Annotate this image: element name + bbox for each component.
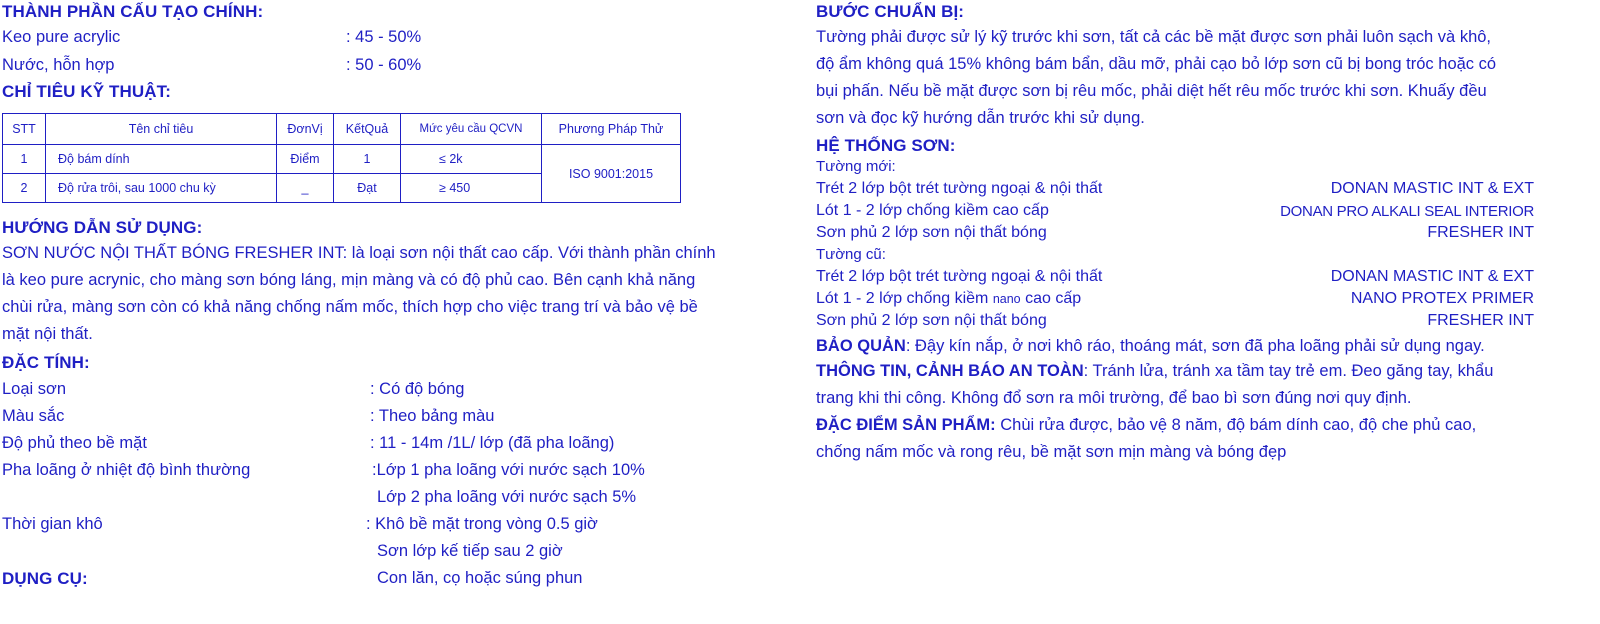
system-step: Lót 1 - 2 lớp chống kiềm cao cấp (816, 202, 1049, 219)
features-line-2: chống nấm mốc và rong rêu, bề mặt sơn mịn màng và bóng đẹp (816, 443, 1287, 461)
tools-heading: DỤNG CỤ: (2, 569, 88, 588)
usage-line: là keo pure acrynic, cho màng sơn bóng láng, mịn màng và có độ phủ cao. Bên cạnh khả năng (2, 271, 696, 289)
old-wall-label: Tường cũ: (816, 246, 886, 263)
specs-table (2, 113, 681, 203)
header-name: Tên chỉ tiêu (46, 114, 277, 145)
property-label: Loại sơn (2, 380, 67, 398)
step-text-small: nano (992, 292, 1021, 306)
system-step: Sơn phủ 2 lớp sơn nội thất bóng (816, 224, 1047, 241)
property-value: : 11 - 14m /1L/ lớp (đã pha loãng) (370, 434, 615, 452)
property-label: Độ phủ theo bề mặt (2, 434, 147, 452)
header-stt: STT (3, 114, 46, 145)
features-line (816, 416, 1476, 435)
system-product: FRESHER INT (1427, 224, 1534, 241)
usage-line: chùi rửa, màng sơn còn có khả năng chống nấm mốc, thích hợp cho việc trang trí và bảo vệ bề (2, 298, 698, 316)
cell-requirement: ≤ 2k (401, 145, 542, 174)
property-label: Pha loãng ở nhiệt độ bình thường (2, 461, 251, 479)
tools-value: Con lăn, cọ hoặc súng phun (377, 569, 583, 587)
step-text: Lót 1 - 2 lớp chống kiềm (816, 290, 993, 307)
cell-unit: Điểm (277, 145, 334, 174)
property-value: : Khô bề mặt trong vòng 0.5 giờ (366, 515, 598, 533)
safety-line-2: trang khi thi công. Không đổ sơn ra môi trường, để bao bì sơn đúng nơi quy định. (816, 389, 1412, 407)
composition-label-2: Nước, hỗn hợp (2, 56, 115, 74)
cell-result: 1 (334, 145, 401, 174)
safety-label: THÔNG TIN, CẢNH BÁO AN TOÀN (816, 362, 1084, 380)
composition-value-2: : 50 - 60% (346, 56, 422, 74)
property-value: :Lớp 1 pha loãng với nước sạch 10% (372, 461, 645, 479)
composition-value-1: : 45 - 50% (346, 28, 422, 46)
property-value: : Có độ bóng (370, 380, 465, 398)
new-wall-label: Tường mới: (816, 158, 896, 175)
storage-text: : Đậy kín nắp, ở nơi khô ráo, thoáng mát, sơn đã pha loãng phải sử dụng ngay. (905, 337, 1485, 355)
system-product: NANO PROTEX PRIMER (1350, 290, 1534, 307)
system-step: Sơn phủ 2 lớp sơn nội thất bóng (816, 312, 1047, 329)
prep-line: độ ẩm không quá 15% không bám bẩn, dầu mỡ, phải cạo bỏ lớp sơn cũ bị bong tróc hoặc có (816, 55, 1497, 73)
header-result: KếtQuả (334, 114, 401, 145)
system-heading: HỆ THỐNG SƠN: (816, 136, 956, 155)
usage-line: mặt nội thất. (2, 325, 93, 343)
system-step (816, 290, 1081, 308)
properties-heading: ĐẶC TÍNH: (2, 353, 90, 372)
system-product: FRESHER INT (1427, 312, 1534, 329)
composition-heading: THÀNH PHẦN CẤU TẠO CHÍNH: (2, 2, 264, 21)
safety-text: : Tránh lửa, tránh xa tầm tay trẻ em. Đeo găng tay, khẩu (1083, 362, 1494, 380)
composition-label-1: Keo pure acrylic (2, 28, 121, 46)
prep-line: sơn và đọc kỹ hướng dẫn trước khi sử dụng. (816, 109, 1145, 127)
cell-stt: 1 (3, 145, 46, 174)
property-value: Sơn lớp kế tiếp sau 2 giờ (377, 542, 563, 560)
prep-line: bụi phấn. Nếu bề mặt được sơn bị rêu mốc, phải diệt hết rêu mốc trước khi sơn. Khuấy đều (816, 82, 1487, 100)
system-product: DONAN MASTIC INT & EXT (1330, 268, 1534, 285)
property-label: Thời gian khô (2, 515, 103, 533)
header-unit: ĐơnVị (277, 114, 334, 145)
features-text: Chùi rửa được, bảo vệ 8 năm, độ bám dính cao, độ che phủ cao, (995, 416, 1477, 434)
usage-line: SƠN NƯỚC NỘI THẤT BÓNG FRESHER INT: là loại sơn nội thất cao cấp. Với thành phần chính (2, 244, 716, 262)
storage-line (816, 337, 1485, 356)
cell-method: ISO 9001:2015 (542, 145, 681, 203)
cell-result: Đạt (334, 174, 401, 203)
system-product: DONAN PRO ALKALI SEAL INTERIOR (1280, 203, 1534, 220)
cell-name: Độ bám dính (46, 145, 277, 174)
prep-heading: BƯỚC CHUẨN BỊ: (816, 2, 965, 21)
cell-name: Độ rửa trôi, sau 1000 chu kỳ (46, 174, 277, 203)
prep-line: Tường phải được sử lý kỹ trước khi sơn, tất cả các bề mặt được sơn phải luôn sạch và khô, (816, 28, 1492, 46)
step-text: cao cấp (1020, 290, 1082, 307)
header-method: Phương Pháp Thử (542, 114, 681, 145)
cell-unit: _ (277, 174, 334, 203)
header-requirement: Mức yêu cầu QCVN (401, 114, 542, 145)
storage-label: BẢO QUẢN (816, 337, 906, 355)
table-header-row (3, 114, 681, 145)
specs-heading: CHỈ TIÊU KỸ THUẬT: (2, 82, 171, 101)
property-value: Lớp 2 pha loãng với nước sạch 5% (377, 488, 637, 506)
safety-line (816, 362, 1493, 381)
cell-requirement: ≥ 450 (401, 174, 542, 203)
system-product: DONAN MASTIC INT & EXT (1330, 180, 1534, 197)
cell-stt: 2 (3, 174, 46, 203)
usage-heading: HƯỚNG DẪN SỬ DỤNG: (2, 218, 203, 237)
table-row (3, 145, 681, 174)
system-step: Trét 2 lớp bột trét tường ngoại & nội thất (816, 180, 1103, 197)
features-label: ĐẶC ĐIỂM SẢN PHẨM: (816, 416, 996, 434)
system-step: Trét 2 lớp bột trét tường ngoại & nội thất (816, 268, 1103, 285)
property-value: : Theo bảng màu (370, 407, 495, 425)
property-label: Màu sắc (2, 407, 65, 425)
